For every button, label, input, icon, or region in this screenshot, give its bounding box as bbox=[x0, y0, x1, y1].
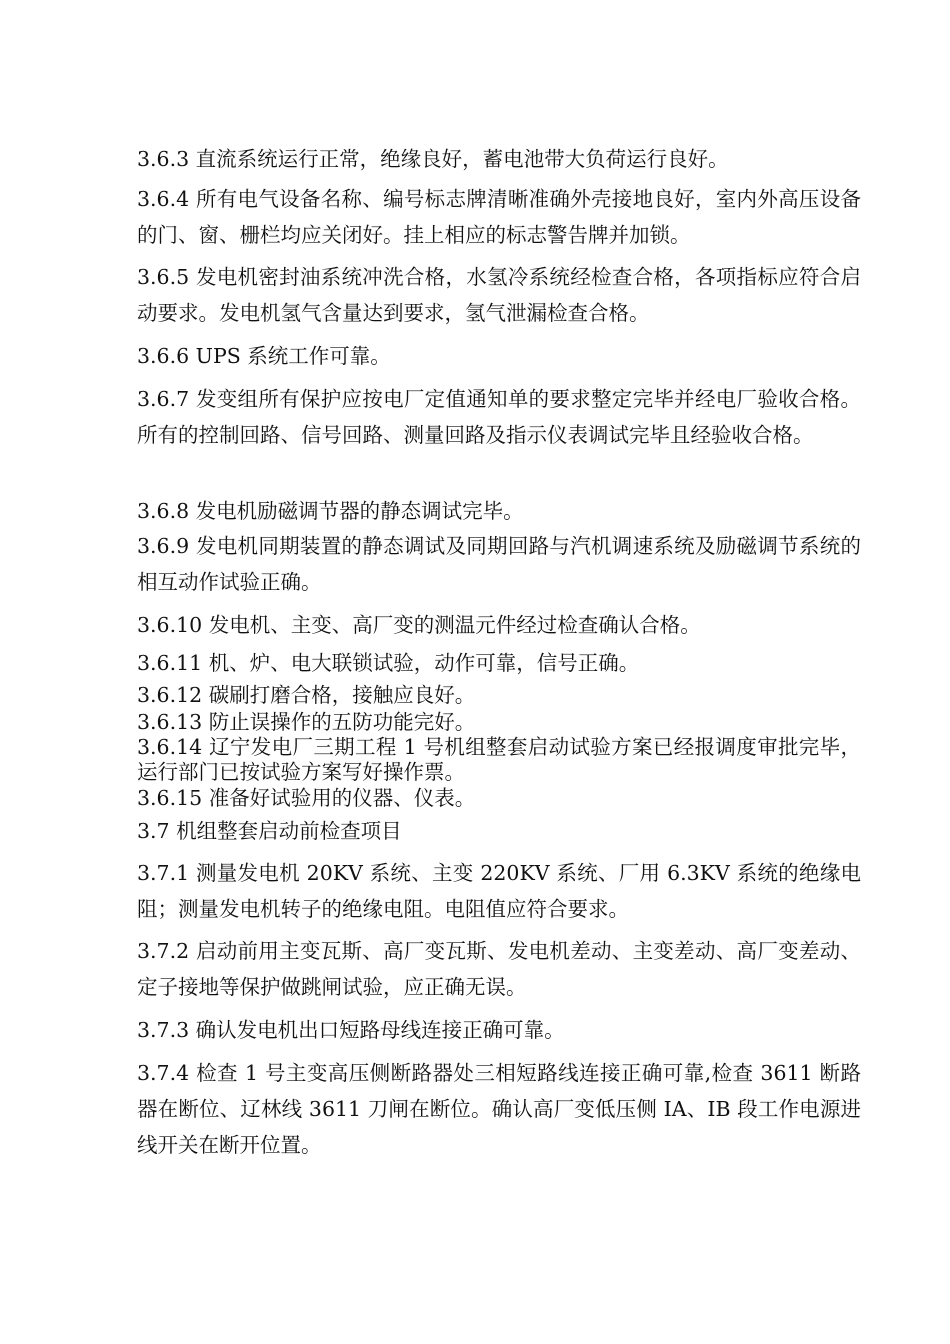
paragraph-3-6-11: 3.6.11 机、炉、电大联锁试验，动作可靠，信号正确。 bbox=[137, 651, 640, 675]
paragraph-3-6-8: 3.6.8 发电机励磁调节器的静态调试完毕。 bbox=[137, 499, 524, 523]
paragraph-3-6-12: 3.6.12 碳刷打磨合格，接触应良好。 bbox=[137, 683, 476, 707]
paragraph-3-6-14: 3.6.14 辽宁发电厂三期工程 1 号机组整套启动试验方案已经报调度审批完毕，运行部门已按试验方案写好操作票。 bbox=[137, 735, 861, 784]
paragraph-3-7-3: 3.7.3 确认发电机出口短路母线连接正确可靠。 bbox=[137, 1018, 565, 1042]
paragraph-3-6-9: 3.6.9 发电机同期装置的静态调试及同期回路与汽机调速系统及励磁调节系统的相互动作试验正确。 bbox=[137, 534, 861, 594]
document-page bbox=[137, 0, 861, 1344]
paragraph-3-7-2: 3.7.2 启动前用主变瓦斯、高厂变瓦斯、发电机差动、主变差动、高厂变差动、定子接地等保护做跳闸试验，应正确无误。 bbox=[137, 939, 861, 999]
paragraph-3-6-10: 3.6.10 发电机、主变、高厂变的测温元件经过检查确认合格。 bbox=[137, 613, 701, 637]
paragraph-3-6-7: 3.6.7 发变组所有保护应按电厂定值通知单的要求整定完毕并经电厂验收合格。所有的控制回路、信号回路、测量回路及指示仪表调试完毕且经验收合格。 bbox=[137, 387, 861, 447]
paragraph-3-6-13: 3.6.13 防止误操作的五防功能完好。 bbox=[137, 710, 476, 734]
paragraph-3-7-1: 3.7.1 测量发电机 20KV 系统、主变 220KV 系统、厂用 6.3KV 系统的绝缘电阻；测量发电机转子的绝缘电阻。电阻值应符合要求。 bbox=[137, 861, 861, 921]
paragraph-3-6-3: 3.6.3 直流系统运行正常，绝缘良好，蓄电池带大负荷运行良好。 bbox=[137, 147, 729, 171]
section-heading-3-7: 3.7 机组整套启动前检查项目 bbox=[137, 819, 402, 843]
paragraph-3-6-6: 3.6.6 UPS 系统工作可靠。 bbox=[137, 344, 391, 368]
paragraph-3-6-5: 3.6.5 发电机密封油系统冲洗合格，水氢冷系统经检查合格，各项指标应符合启动要求。发电机氢气含量达到要求，氢气泄漏检查合格。 bbox=[137, 265, 861, 325]
paragraph-3-6-15: 3.6.15 准备好试验用的仪器、仪表。 bbox=[137, 786, 476, 810]
paragraph-3-7-4: 3.7.4 检查 1 号主变高压侧断路器处三相短路线连接正确可靠,检查 3611 断路器在断位、辽林线 3611 刀闸在断位。确认高厂变低压侧 IA、IB 段工作电源进线开关在断开位置。 bbox=[137, 1061, 861, 1157]
paragraph-3-6-4: 3.6.4 所有电气设备名称、编号标志牌清晰准确外壳接地良好，室内外高压设备的门、窗、栅栏均应关闭好。挂上相应的标志警告牌并加锁。 bbox=[137, 187, 861, 247]
